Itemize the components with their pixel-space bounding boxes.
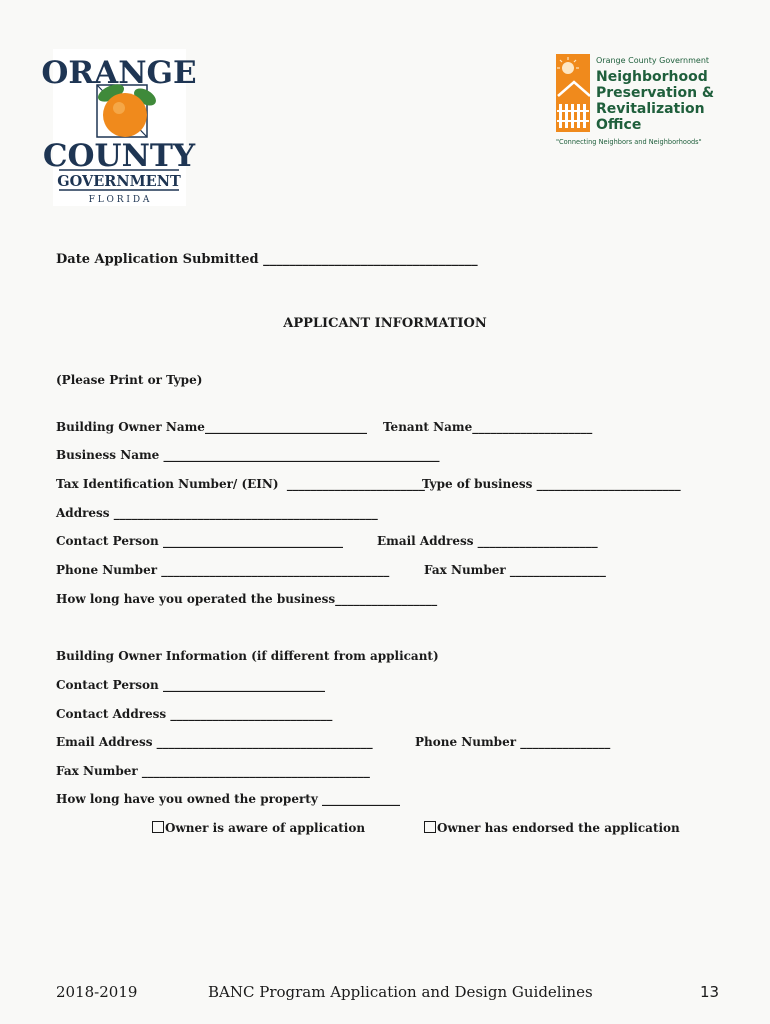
logo-oc-government-text: Orange County Government (596, 56, 710, 65)
owner-endorsed-checkbox[interactable]: Owner has endorsed the application (424, 821, 680, 835)
tax-id-field[interactable]: Tax Identification Number/ (EIN) _______________________ (56, 477, 425, 491)
logo-office-text: Office (596, 117, 642, 133)
fax-number-field[interactable]: Fax Number ________________ (424, 563, 606, 577)
owner-aware-checkbox[interactable]: Owner is aware of application (152, 821, 365, 835)
phone-number-field[interactable]: Phone Number ______________________________________ (56, 563, 390, 577)
logo-government-text: GOVERNMENT (57, 173, 181, 190)
address-field[interactable]: Address ____________________________________________ (56, 506, 378, 520)
page-number: 13 (700, 983, 720, 1001)
footer-year: 2018-2019 (56, 983, 138, 1001)
email-address-field[interactable]: Email Address ____________________ (377, 534, 598, 548)
row-phone-fax (56, 563, 606, 577)
checkbox-icon[interactable] (424, 821, 436, 833)
owner-contact-address-field[interactable]: Contact Address ___________________________ (56, 707, 333, 721)
orange-county-logo (41, 49, 197, 206)
row-owner-email-phone (56, 735, 611, 749)
owner-phone-field[interactable]: Phone Number _______________ (415, 735, 611, 749)
footer-title: BANC Program Application and Design Guidelines (208, 983, 593, 1001)
business-name-field[interactable]: Business Name ______________________________________________ (56, 448, 440, 462)
tenant-name-field[interactable]: Tenant Name____________________ (383, 420, 593, 434)
operated-business-field[interactable]: How long have you operated the business_________________ (56, 592, 438, 606)
logo-neighborhood-text: Neighborhood (596, 69, 708, 85)
logo-tagline-text: "Connecting Neighbors and Neighborhoods" (556, 138, 702, 146)
type-of-business-field[interactable]: Type of business ________________________ (422, 477, 681, 491)
logo-florida-text: F L O R I D A (88, 195, 150, 205)
logo-preservation-text: Preservation & (596, 85, 715, 101)
owner-email-field[interactable]: Email Address ____________________________________ (56, 735, 373, 749)
row-contact-email (56, 534, 598, 548)
row-tax-type (56, 477, 681, 491)
owner-contact-person-field[interactable]: Contact Person ___________________________ (56, 678, 325, 692)
checkbox-icon[interactable] (152, 821, 164, 833)
owned-property-field[interactable]: How long have you owned the property _____________ (56, 792, 400, 806)
row-owner-tenant (56, 420, 593, 434)
section-title: APPLICANT INFORMATION (283, 316, 487, 331)
owner-fax-field[interactable]: Fax Number ______________________________________ (56, 764, 370, 778)
logo-revitalization-text: Revitalization (596, 101, 705, 117)
contact-person-field[interactable]: Contact Person ______________________________ (56, 534, 343, 548)
building-owner-name-field[interactable]: Building Owner Name___________________________ (56, 420, 367, 434)
logo-orange-text: ORANGE (41, 55, 197, 91)
owner-info-heading: Building Owner Information (if different from applicant) (56, 649, 439, 663)
instruction-text: (Please Print or Type) (56, 373, 203, 387)
npro-logo (552, 52, 727, 150)
date-submitted-field[interactable]: Date Application Submitted _________________________________ (56, 252, 478, 267)
logo-county-text: COUNTY (42, 138, 196, 174)
